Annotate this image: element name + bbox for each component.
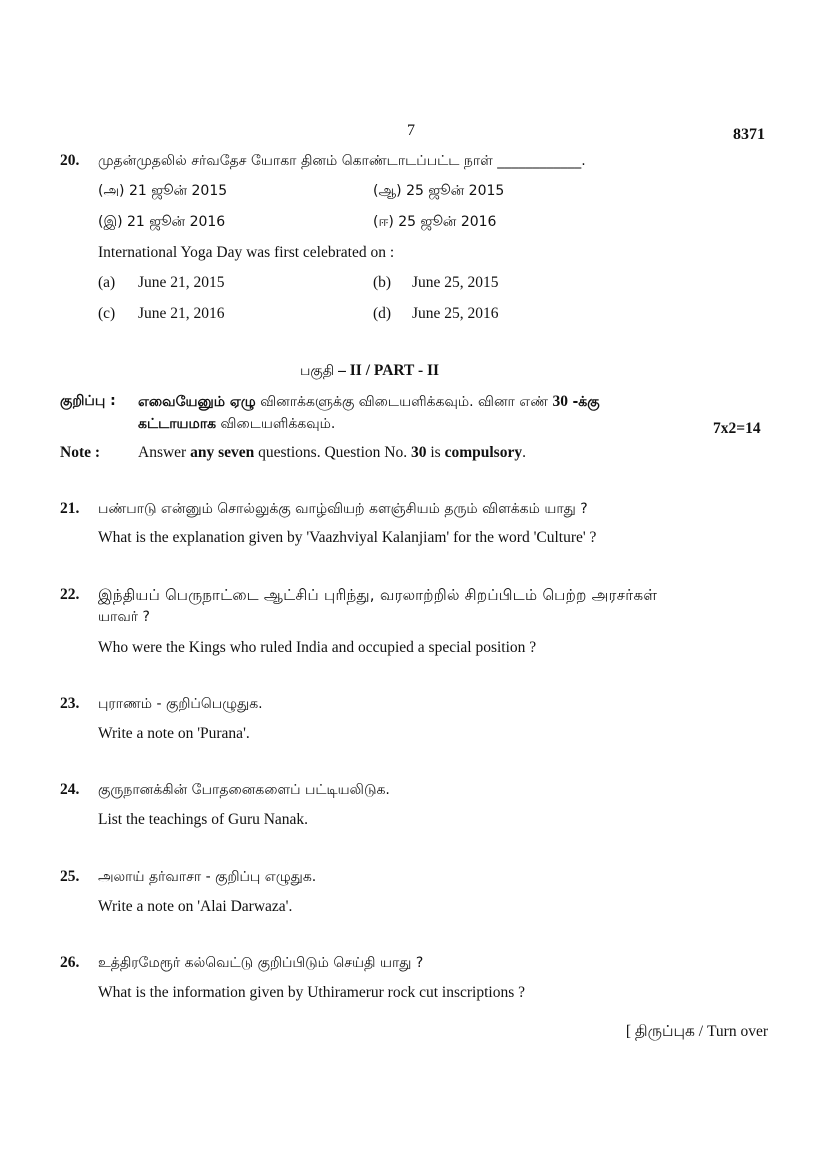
paper-code: 8371 — [733, 126, 765, 143]
question-text-tamil: புராணம் - குறிப்பெழுதுக. — [98, 696, 263, 712]
question-text-english: Write a note on 'Purana'. — [98, 725, 250, 742]
option-key-a: (a) — [98, 274, 116, 291]
option-tamil-c: (இ) 21 ஜூன் 2016 — [98, 214, 226, 230]
question-text-english: International Yoga Day was first celebrated on : — [98, 244, 395, 261]
marks: 7x2=14 — [713, 420, 761, 437]
question-text-english: Who were the Kings who ruled India and occupied a special position ? — [98, 639, 537, 656]
option-text-b: June 25, 2015 — [412, 274, 499, 291]
option-key-c: (c) — [98, 305, 116, 322]
question-text-tamil: முதன்முதலில் சர்வதேச யோகா தினம் கொண்டாடப்பட்ட நாள் ____________. — [98, 153, 586, 169]
question-number: 21. — [60, 500, 80, 517]
option-tamil-a: (அ) 21 ஜூன் 2015 — [98, 183, 228, 199]
question-text-english: What is the explanation given by 'Vaazhviyal Kalanjiam' for the word 'Culture' ? — [98, 529, 597, 546]
note-label: Note : — [60, 444, 101, 461]
option-text-d: June 25, 2016 — [412, 305, 499, 322]
option-text-c: June 21, 2016 — [138, 305, 225, 322]
part-heading: பகுதி – II / PART - II — [300, 362, 440, 379]
question-number: 25. — [60, 868, 80, 885]
note-label-tamil: குறிப்பு : — [60, 393, 116, 409]
question-text-english: List the teachings of Guru Nanak. — [98, 811, 309, 828]
question-text-english: What is the information given by Uthiramerur rock cut inscriptions ? — [98, 984, 525, 1001]
question-text-tamil: குருநானக்கின் போதனைகளைப் பட்டியலிடுக. — [98, 782, 390, 798]
page-number: 7 — [407, 122, 415, 139]
option-key-b: (b) — [373, 274, 392, 291]
option-tamil-b: (ஆ) 25 ஜூன் 2015 — [373, 183, 505, 199]
turn-over: [ திருப்புக / Turn over — [625, 1023, 768, 1040]
question-number: 23. — [60, 695, 80, 712]
question-number: 20. — [60, 152, 80, 169]
question-text-tamil-cont: யாவர் ? — [98, 609, 150, 625]
question-text-tamil: பண்பாடு என்னும் சொல்லுக்கு வாழ்வியற் களஞ்சியம் தரும் விளக்கம் யாது ? — [98, 501, 588, 517]
question-text-english: Write a note on 'Alai Darwaza'. — [98, 898, 293, 915]
option-text-a: June 21, 2015 — [138, 274, 225, 291]
question-number: 24. — [60, 781, 80, 798]
note-text-tamil-line2: கட்டாயமாக விடையளிக்கவும். — [138, 416, 336, 432]
question-number: 26. — [60, 954, 80, 971]
note-text-tamil-line1: எவையேனும் ஏழு வினாக்களுக்கு விடையளிக்கவும். வினா எண் 30 -க்கு — [138, 393, 600, 410]
question-text-tamil: உத்திரமேரூர் கல்வெட்டு குறிப்பிடும் செய்தி யாது ? — [98, 955, 424, 971]
option-key-d: (d) — [373, 305, 392, 322]
question-text-tamil: அலாய் தர்வாசா - குறிப்பு எழுதுக. — [98, 869, 317, 885]
question-number: 22. — [60, 586, 80, 603]
note-text: Answer any seven questions. Question No. 30 is compulsory. — [138, 444, 526, 461]
option-tamil-d: (ஈ) 25 ஜூன் 2016 — [373, 214, 497, 230]
question-text-tamil: இந்தியப் பெருநாட்டை ஆட்சிப் புரிந்து, வரலாற்றில் சிறப்பிடம் பெற்ற அரசர்கள் — [98, 586, 658, 604]
